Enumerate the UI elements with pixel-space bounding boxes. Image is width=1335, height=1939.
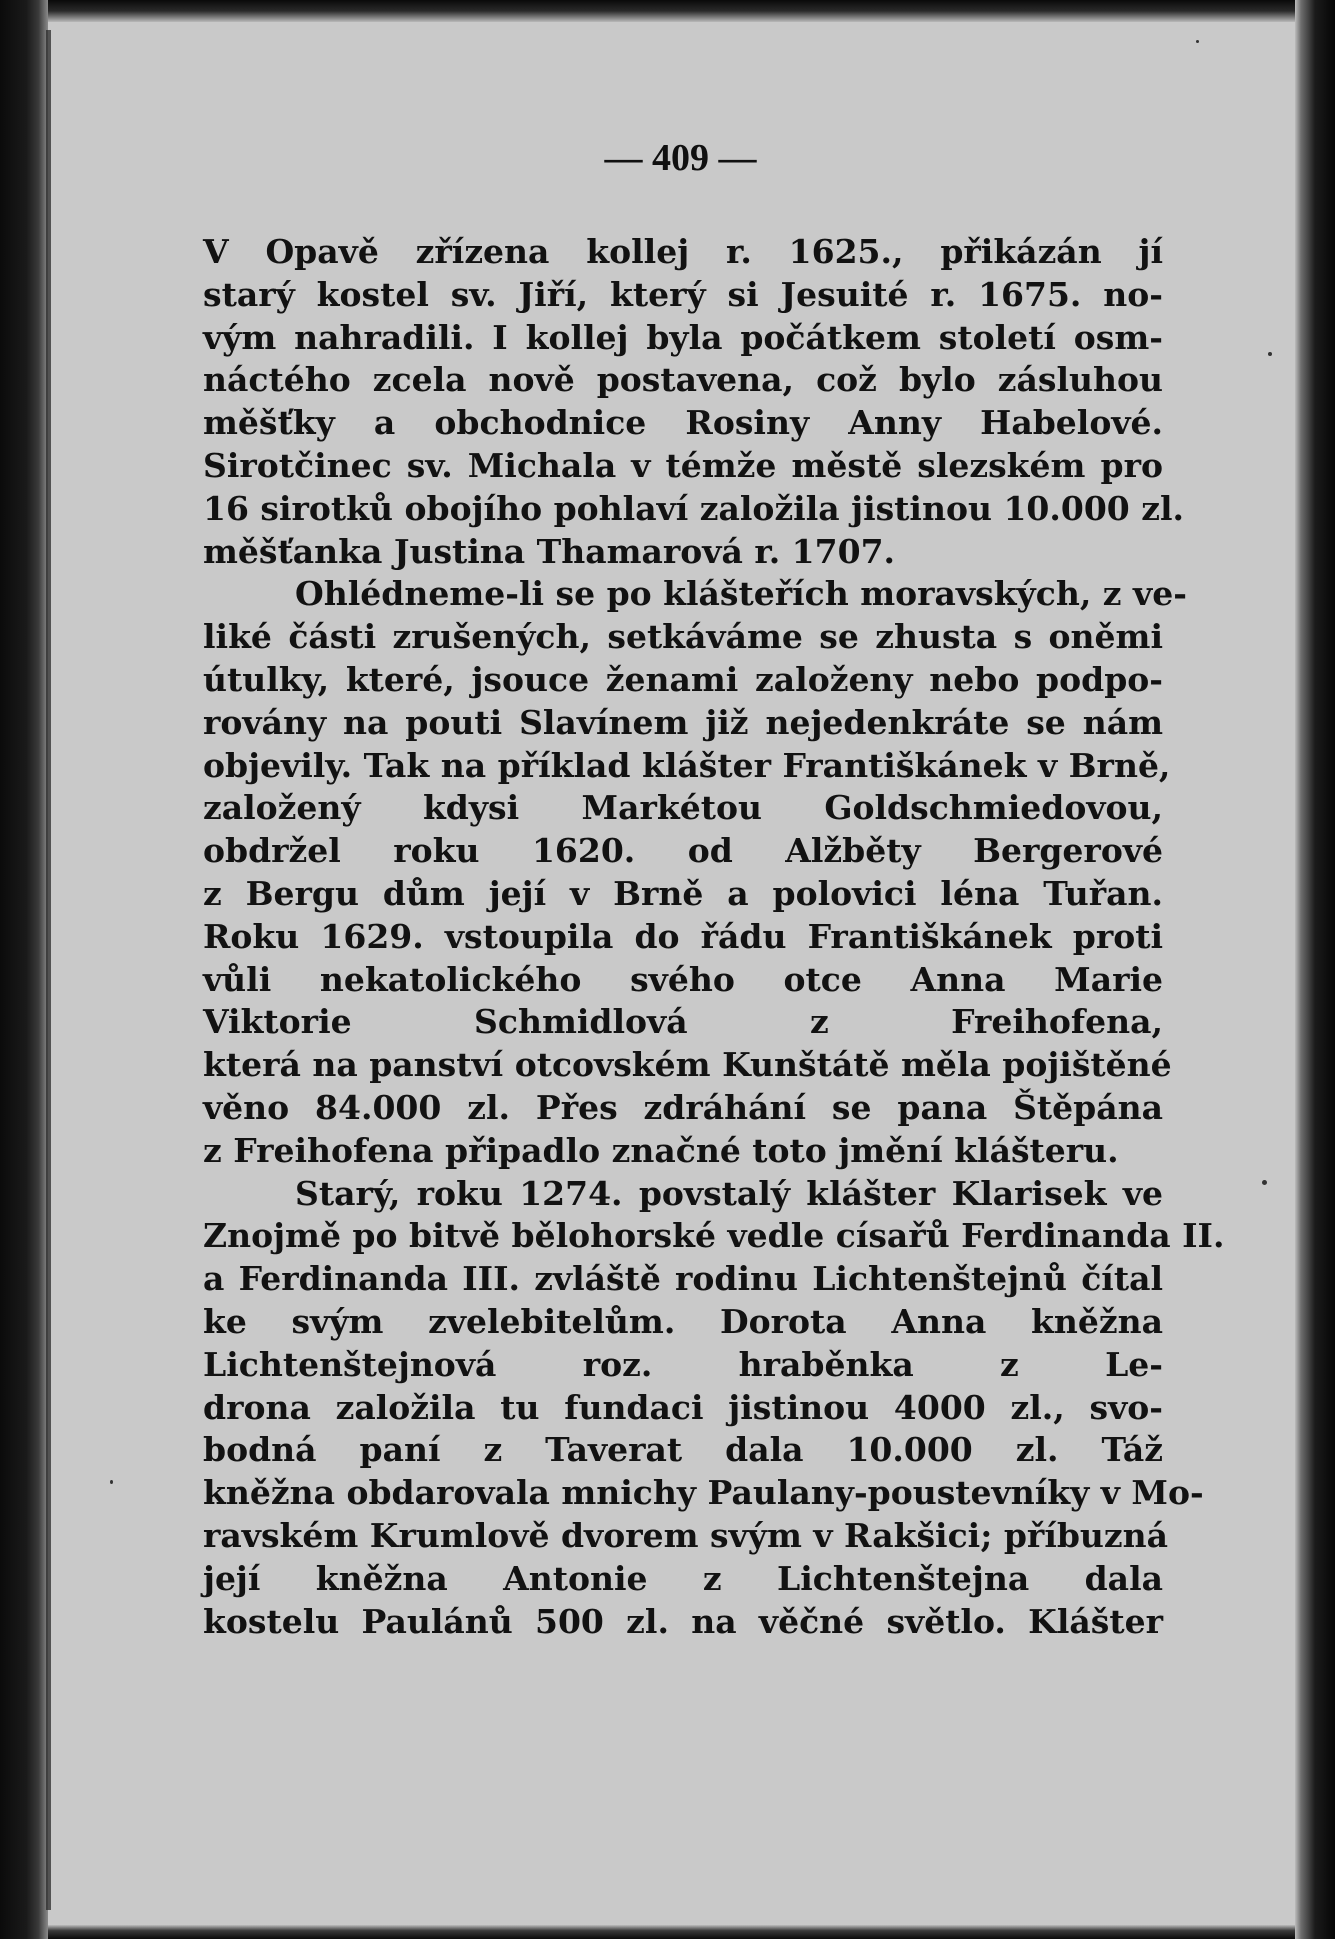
text-line: rovány na pouti Slavínem již nejedenkráte se nám <box>203 702 1163 742</box>
text-line: věno 84.000 zl. Přes zdráhání se pana Štěpána <box>203 1087 1163 1127</box>
scan-border-right <box>1295 0 1335 1939</box>
scan-border-bottom <box>0 1925 1335 1939</box>
text-line: kostelu Paulánů 500 zl. na věčné světlo. Klášter <box>203 1601 1163 1641</box>
body-text <box>203 231 1225 1643</box>
text-line: vůli nekatolického svého otce Anna Marie <box>203 959 1163 999</box>
text-line: její kněžna Antonie z Lichtenštejna dala <box>203 1558 1163 1598</box>
text-line: V Opavě zřízena kollej r. 1625., přikázán jí <box>203 232 1163 271</box>
text-line: a Ferdinanda III. zvláště rodinu Lichtenštejnů čítal <box>203 1259 1163 1299</box>
text-line: Znojmě po bitvě bělohorské vedle císařů Ferdinanda II. <box>203 1216 1225 1256</box>
text-line: objevily. Tak na příklad klášter Františkánek v Brně, <box>203 745 1171 785</box>
text-line: která na panství otcovském Kunštátě měla pojištěné <box>203 1045 1172 1085</box>
scan-speck <box>1262 1180 1267 1185</box>
scan-border-top <box>0 0 1335 22</box>
text-line: kněžna obdarovala mnichy Paulany-poustevníky v Mo- <box>203 1473 1204 1513</box>
text-line: ke svým zvelebitelům. Dorota Anna kněžna <box>203 1301 1163 1341</box>
text-line: Lichtenštejnová roz. hraběnka z Le- <box>203 1344 1163 1384</box>
text-line: měšťky a obchodnice Rosiny Anny Habelové. <box>203 403 1163 443</box>
text-line: z Freihofena připadlo značné toto jmění klášteru. <box>203 1130 1119 1170</box>
text-line: Viktorie Schmidlová z Freihofena, <box>203 1002 1163 1042</box>
text-line: založený kdysi Markétou Goldschmiedovou, <box>203 788 1163 828</box>
text-line: bodná paní z Taverat dala 10.000 zl. Táž <box>203 1430 1163 1470</box>
text-line: Sirotčinec sv. Michala v témže městě slezském pro <box>203 445 1163 485</box>
page-number: — 409 — <box>604 137 757 179</box>
scan-speck <box>110 1480 113 1484</box>
scan-border-left <box>0 0 48 1939</box>
text-line: Ohlédneme-li se po klášteřích moravských, z ve- <box>295 574 1187 614</box>
text-line: drona založila tu fundaci jistinou 4000 zl., svo- <box>203 1387 1163 1427</box>
text-line: Starý, roku 1274. povstalý klášter Klarisek ve <box>295 1173 1163 1213</box>
text-line: starý kostel sv. Jiří, který si Jesuité r. 1675. no- <box>203 274 1163 314</box>
text-line: liké části zrušených, setkáváme se zhusta s oněmi <box>203 617 1163 657</box>
text-line: z Bergu dům její v Brně a polovici léna Tuřan. <box>203 873 1163 913</box>
text-line: Roku 1629. vstoupila do řádu Františkánek proti <box>203 916 1163 956</box>
text-line: ravském Krumlově dvorem svým v Rakšici; příbuzná <box>203 1515 1169 1555</box>
scan-speck <box>1196 40 1199 43</box>
scan-speck <box>1268 352 1272 356</box>
text-line: obdržel roku 1620. od Alžběty Bergerové <box>203 831 1163 871</box>
text-line: vým nahradili. I kollej byla počátkem století osm- <box>203 317 1163 357</box>
text-line: náctého zcela nově postavena, což bylo zásluhou <box>203 360 1163 400</box>
binding-gutter <box>46 30 51 1910</box>
text-line: 16 sirotků obojího pohlaví založila jistinou 10.000 zl. <box>203 488 1184 528</box>
text-line: útulky, které, jsouce ženami založeny nebo podpo- <box>203 659 1163 699</box>
text-line: měšťanka Justina Thamarová r. 1707. <box>203 531 896 571</box>
